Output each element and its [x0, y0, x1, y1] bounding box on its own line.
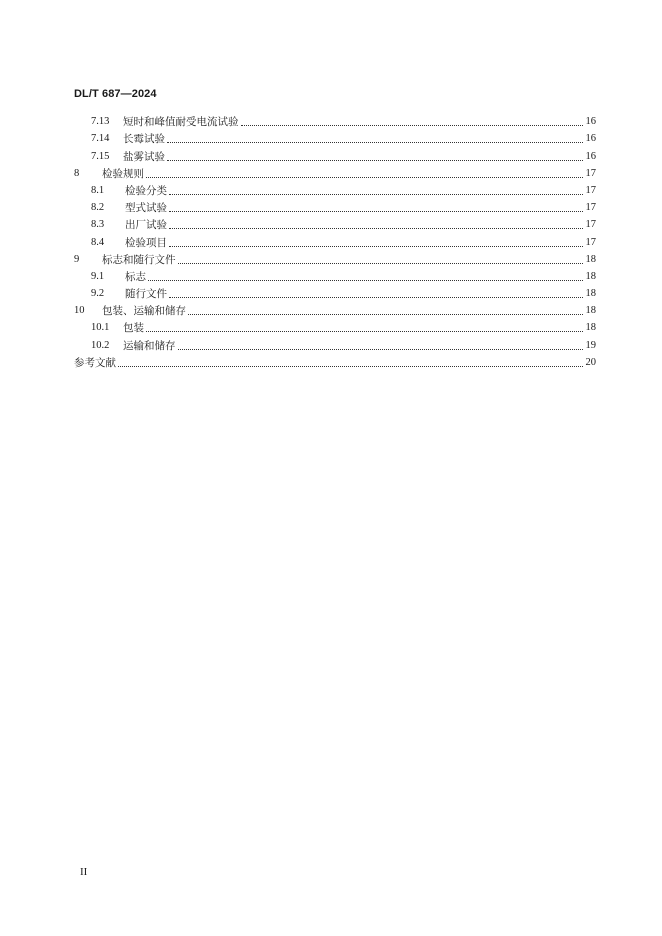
- toc-entry-page: 18: [585, 288, 596, 300]
- toc-entry[interactable]: [74, 250, 596, 267]
- toc-entry-page: 17: [585, 184, 596, 196]
- toc-entry-page: 20: [585, 356, 596, 368]
- toc-entry[interactable]: [74, 198, 596, 215]
- toc-entry-title: 检验分类: [125, 184, 167, 197]
- toc-entry-number: 8.3: [91, 219, 105, 231]
- toc-entry-title: 出厂试验: [125, 219, 167, 232]
- toc-entry-title: 参考文献: [74, 356, 116, 369]
- toc-entry-title: 标志和随行文件: [102, 253, 176, 266]
- toc-entry-title: 包装: [123, 322, 144, 335]
- toc-entry[interactable]: [74, 129, 596, 146]
- toc-entry-page: 17: [585, 219, 596, 231]
- toc-entry-page: 17: [585, 167, 596, 179]
- toc-entry[interactable]: [74, 353, 596, 370]
- toc-entry-number: 10.2: [91, 339, 110, 351]
- toc-entry[interactable]: [74, 284, 596, 301]
- document-id-header: DL/T 687—2024: [74, 88, 157, 100]
- toc-dot-leader: [188, 313, 583, 315]
- toc-entry-title: 包装、运输和储存: [102, 305, 186, 318]
- toc-entry-number: 7.13: [91, 116, 110, 128]
- toc-entry-number: 8.1: [91, 184, 105, 196]
- toc-dot-leader: [169, 245, 583, 247]
- toc-entry[interactable]: [74, 301, 596, 318]
- toc-entry[interactable]: [74, 335, 596, 352]
- toc-entry-page: 18: [585, 270, 596, 282]
- toc-entry[interactable]: [74, 146, 596, 163]
- toc-entry[interactable]: [74, 318, 596, 335]
- toc-entry-page: 16: [585, 133, 596, 145]
- toc-entry-number: 7.14: [91, 133, 110, 145]
- toc-entry-page: 18: [585, 322, 596, 334]
- toc-entry-title: 检验规则: [102, 167, 144, 180]
- toc-entry-title: 型式试验: [125, 202, 167, 215]
- toc-entry-number: 10.1: [91, 322, 110, 334]
- toc-entry-title: 短时和峰值耐受电流试验: [123, 116, 239, 129]
- toc-dot-leader: [169, 193, 583, 195]
- toc-entry-title: 检验项目: [125, 236, 167, 249]
- toc-dot-leader: [169, 296, 583, 298]
- toc-entry[interactable]: [74, 215, 596, 232]
- toc-dot-leader: [146, 330, 583, 332]
- toc-entry[interactable]: [74, 164, 596, 181]
- toc-entry-number: 7.15: [91, 150, 110, 162]
- toc-dot-leader: [178, 348, 584, 350]
- toc-entry-number: 9.2: [91, 288, 105, 300]
- table-of-contents: [74, 112, 596, 370]
- toc-entry-page: 18: [585, 253, 596, 265]
- toc-dot-leader: [178, 262, 584, 264]
- toc-entry-page: 17: [585, 236, 596, 248]
- toc-dot-leader: [167, 141, 583, 143]
- toc-entry-title: 标志: [125, 270, 146, 283]
- toc-entry-number: 8.2: [91, 202, 105, 214]
- toc-dot-leader: [148, 279, 583, 281]
- toc-entry-number: 10: [74, 305, 85, 317]
- toc-entry[interactable]: [74, 112, 596, 129]
- toc-entry-title: 运输和储存: [123, 339, 176, 352]
- toc-entry[interactable]: [74, 181, 596, 198]
- toc-entry-title: 盐雾试验: [123, 150, 165, 163]
- toc-entry-page: 18: [585, 305, 596, 317]
- page-number: II: [80, 866, 88, 878]
- toc-dot-leader: [146, 176, 583, 178]
- toc-dot-leader: [241, 124, 584, 126]
- toc-entry-title: 随行文件: [125, 288, 167, 301]
- toc-dot-leader: [167, 159, 583, 161]
- toc-dot-leader: [169, 227, 583, 229]
- toc-dot-leader: [118, 365, 583, 367]
- toc-entry-number: 8.4: [91, 236, 105, 248]
- toc-entry-title: 长霉试验: [123, 133, 165, 146]
- toc-entry[interactable]: [74, 267, 596, 284]
- toc-entry-page: 16: [585, 150, 596, 162]
- toc-entry-number: 9.1: [91, 270, 105, 282]
- toc-entry-page: 17: [585, 202, 596, 214]
- toc-entry-page: 16: [585, 116, 596, 128]
- toc-entry-number: 9: [74, 253, 80, 265]
- toc-entry-number: 8: [74, 167, 80, 179]
- toc-dot-leader: [169, 210, 583, 212]
- toc-entry[interactable]: [74, 232, 596, 249]
- toc-entry-page: 19: [585, 339, 596, 351]
